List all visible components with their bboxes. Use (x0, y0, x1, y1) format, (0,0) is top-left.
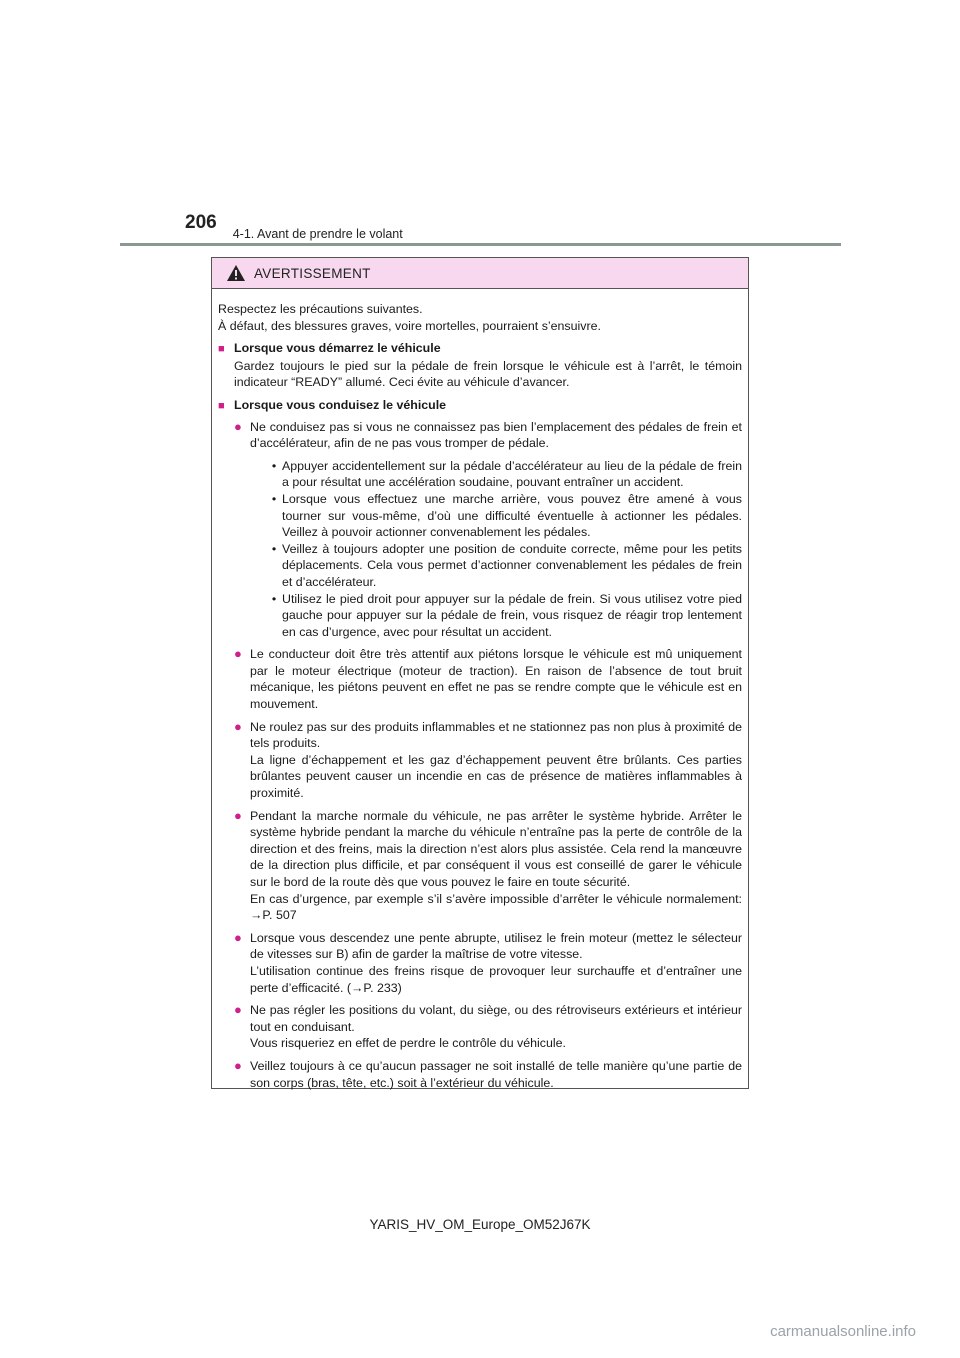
page-header (185, 212, 403, 241)
section-driving (218, 397, 742, 415)
item-extra-text: L’utilisation continue des freins risque de provoquer leur surchauffe et d’entraîner une perte d’efficacité. (→P. 233) (250, 963, 742, 995)
warning-title: AVERTISSEMENT (254, 265, 371, 281)
item-text: Ne pas régler les positions du volant, du siège, ou des rétroviseurs extérieurs et intérieur tout en conduisant. (250, 1003, 742, 1034)
intro-line-2: À défaut, des blessures graves, voire mortelles, pourraient s’ensuivre. (218, 318, 601, 333)
section-start-text: Gardez toujours le pied sur la pédale de frein lorsque le véhicule est à l’arrêt, le témoin indicateur “READY” allumé. Ceci évite au véhicule d’avancer. (234, 358, 742, 390)
circle-bullet-icon: ● (234, 929, 242, 945)
item-text: Le conducteur doit être très attentif aux piétons lorsque le véhicule est mû uniquement par le moteur électrique (moteur de traction). En raison de l’absence de tout bruit mécanique, les piétons peuvent en effet ne pas se rendre compte que le véhicule est en mouvement. (250, 647, 742, 712)
circle-bullet-icon: ● (234, 418, 242, 434)
circle-bullet-icon: ● (234, 1057, 242, 1073)
item-text: Lorsque vous descendez une pente abrupte, utilisez le frein moteur (mettez le sélecteur de vitesses sur B) afin de garder la maîtrise de votre vitesse. (250, 930, 742, 962)
page-number: 206 (185, 212, 217, 233)
circle-bullet-icon: ● (234, 718, 242, 734)
warning-triangle-icon (226, 264, 246, 282)
circle-bullet-icon: ● (234, 646, 242, 662)
warning-body (212, 289, 748, 1091)
section-title: 4-1. Avant de prendre le volant (232, 227, 403, 241)
list-item (218, 646, 742, 712)
section-start-title: Lorsque vous démarrez le véhicule (234, 341, 441, 356)
footer-doc-code: YARIS_HV_OM_Europe_OM52J67K (369, 1217, 591, 1232)
item-text: Pendant la marche normale du véhicule, ne pas arrêter le système hybride. Arrêter le système hybride pendant la marche du véhicule n’entraîne pas la perte de contrôle de la direction et des freins, mais la direction n’est alors plus assistée. Cela rend la manœuvre de la direction plus difficile, et par conséquent il vous est conseillé de garer le véhicule sur le bord de la route dès que vous pouvez le faire en toute sécurité. (250, 808, 742, 889)
list-item (218, 419, 742, 643)
list-item (218, 808, 742, 924)
sub-bullet: • Utilisez le pied droit pour appuyer sur la pédale de frein. Si vous utilisez votre pied gauche pour appuyer sur la pédale de frein, vous risquez de réagir trop lentement en cas d’urgence, avec pour résultat un accident. (271, 591, 742, 639)
item-extra-text: Vous risqueriez en effet de perdre le contrôle du véhicule. (250, 1036, 566, 1051)
circle-bullet-icon: ● (234, 807, 242, 823)
item-extra-text: En cas d’urgence, par exemple s’il s’avère impossible d’arrêter le véhicule normalement: →P. 507 (250, 891, 742, 923)
item-text: Veillez toujours à ce qu’aucun passager ne soit installé de telle manière qu’une partie de son corps (bras, tête, etc.) soit à l’extérieur du véhicule. (250, 1058, 742, 1090)
list-item (218, 719, 742, 802)
list-item (218, 1002, 742, 1052)
circle-bullet-icon: ● (234, 1002, 242, 1018)
item-extra-text: La ligne d’échappement et les gaz d’échappement peuvent être brûlants. Ces parties brûlantes peuvent causer un incendie en cas de présence de matières inflammables à proximité. (250, 752, 742, 801)
warning-box (211, 257, 749, 1089)
watermark: carmanualsonline.info (770, 1323, 916, 1340)
section-start (218, 340, 742, 358)
list-item (218, 930, 742, 996)
warning-header (212, 258, 748, 289)
intro-line-1: Respectez les précautions suivantes. (218, 302, 423, 316)
list-item (218, 1058, 742, 1091)
sub-bullet-list (250, 458, 742, 641)
sub-bullet: • Lorsque vous effectuez une marche arrière, vous pouvez être amené à vous tourner sur vous-même, d’où une difficulté éventuelle à actionner les pédales. Veillez à pouvoir actionner convenablement les pédales. (271, 491, 742, 540)
item-text: Ne roulez pas sur des produits inflammables et ne stationnez pas non plus à proximité de tels produits. (250, 719, 742, 751)
sub-bullet: • Appuyer accidentellement sur la pédale d’accélérateur au lieu de la pédale de frein a pour résultat une accélération soudaine, pouvant entraîner un accident. (271, 458, 742, 490)
square-bullet-icon: ■ (218, 399, 225, 412)
item-text: Ne conduisez pas si vous ne connaissez pas bien l’emplacement des pédales de frein et d’accélérateur, afin de ne pas vous tromper de pédale. (250, 419, 742, 451)
section-driving-title: Lorsque vous conduisez le véhicule (234, 397, 447, 412)
square-bullet-icon: ■ (218, 343, 225, 356)
sub-bullet: • Veillez à toujours adopter une position de conduite correcte, même pour les petits déplacements. Cela vous permet d’actionner convenablement les pédales de frein et d’accélérateur. (271, 541, 742, 589)
header-rule (120, 243, 841, 246)
